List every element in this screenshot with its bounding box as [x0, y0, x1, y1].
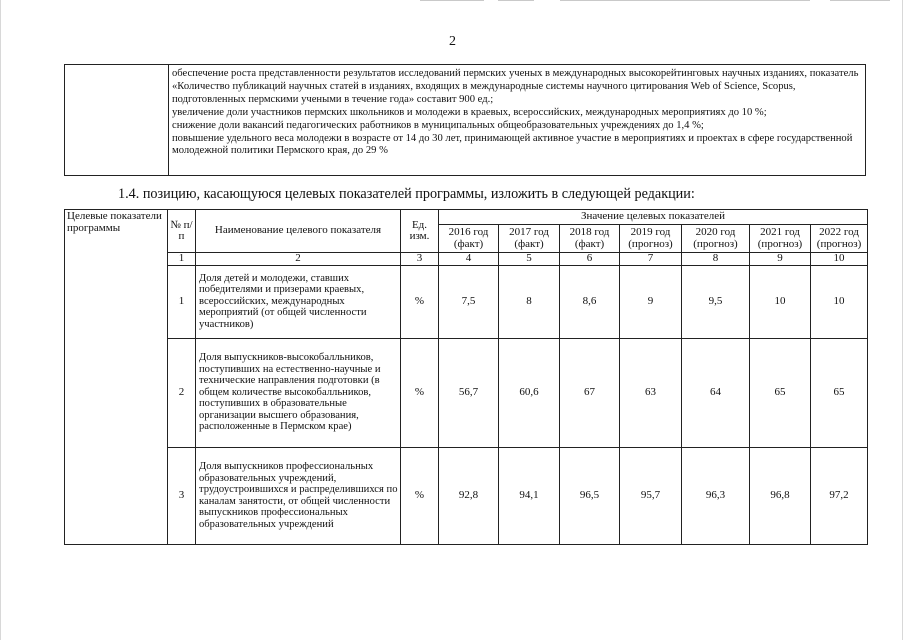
unit: % [401, 265, 439, 338]
paragraph: повышение удельного веса молодежи в возрасте от 14 до 30 лет, принимающей активное участие в мероприятиях и проектах в сфере государственной молодежной политики Пермского края, до 29 % [172, 132, 853, 157]
scan-edge-line [830, 0, 890, 1]
value-cell: 10 [750, 265, 811, 338]
value-cell: 67 [560, 338, 620, 447]
column-number: 1 [168, 253, 196, 266]
value-cell: 8 [499, 265, 560, 338]
scan-left-edge [0, 0, 1, 640]
indicator-name: Доля выпускников-высокобалльников, поступивших на естественно-научные и технические направления подготовки (в общем количестве высокобалльников, поступивших в образовательные организации высшего образования, расположенные в Пермском крае) [196, 338, 401, 447]
value-cell: 65 [811, 338, 868, 447]
value-cell: 8,6 [560, 265, 620, 338]
table-row [65, 338, 868, 447]
target-indicators-table [64, 209, 868, 545]
year-header: 2020 год (прогноз) [682, 225, 750, 253]
year-header: 2016 год (факт) [439, 225, 499, 253]
column-number: 10 [811, 253, 868, 266]
value-cell: 95,7 [620, 447, 682, 544]
indicator-name: Доля выпускников профессиональных образовательных учреждений, трудоустроившихся и распределившихся по каналам занятости, от общей численности выпускников профессиональных образовательных учреждений [196, 447, 401, 544]
scan-edge-line [560, 0, 810, 1]
column-number: 2 [196, 253, 401, 266]
year-header: 2021 год (прогноз) [750, 225, 811, 253]
page-number: 2 [449, 34, 456, 49]
value-cell: 65 [750, 338, 811, 447]
column-number: 7 [620, 253, 682, 266]
unit: % [401, 338, 439, 447]
row-number: 3 [168, 447, 196, 544]
num-header: № п/п [168, 210, 196, 253]
value-cell: 97,2 [811, 447, 868, 544]
indicator-name: Доля детей и молодежи, ставших победителями и призерами краевых, всероссийских, международных мероприятий (от общей численности участников) [196, 265, 401, 338]
value-cell: 9,5 [682, 265, 750, 338]
scan-edge-line [420, 0, 484, 1]
section-heading: 1.4. позицию, касающуюся целевых показателей программы, изложить в следующей редакции: [118, 186, 695, 202]
name-header: Наименование целевого показателя [196, 210, 401, 253]
values-header: Значение целевых показателей [439, 210, 868, 225]
value-cell: 60,6 [499, 338, 560, 447]
scan-edge-line [498, 0, 534, 1]
column-number: 4 [439, 253, 499, 266]
column-divider [168, 65, 169, 175]
continuation-table [64, 64, 866, 176]
year-header: 2022 год (прогноз) [811, 225, 868, 253]
column-number: 9 [750, 253, 811, 266]
table-row [65, 265, 868, 338]
value-cell: 96,5 [560, 447, 620, 544]
paragraph: обеспечение роста представленности результатов исследований пермских ученых в международных высокорейтинговых научных изданиях, показатель «Количество публикаций научных статей в изданиях, входящих в международные системы научного цитирования Web of Science, Scopus, подготовленных пермскими учеными в течение года» составит 900 ед.; [172, 68, 859, 105]
table-row [65, 447, 868, 544]
value-cell: 63 [620, 338, 682, 447]
column-number: 5 [499, 253, 560, 266]
paragraph: снижение доли вакансий педагогических работников в муниципальных общеобразовательных учреждениях до 1,4 %; [172, 119, 704, 131]
value-cell: 10 [811, 265, 868, 338]
unit: % [401, 447, 439, 544]
value-cell: 96,3 [682, 447, 750, 544]
unit-header: Ед. изм. [401, 210, 439, 253]
value-cell: 56,7 [439, 338, 499, 447]
value-cell: 9 [620, 265, 682, 338]
column-number: 8 [682, 253, 750, 266]
scan-right-edge [902, 0, 903, 640]
value-cell: 94,1 [499, 447, 560, 544]
year-header: 2019 год (прогноз) [620, 225, 682, 253]
row-number: 1 [168, 265, 196, 338]
column-number: 6 [560, 253, 620, 266]
goal-label-cell: Целевые показатели программы [65, 210, 168, 545]
value-cell: 96,8 [750, 447, 811, 544]
value-cell: 64 [682, 338, 750, 447]
column-number: 3 [401, 253, 439, 266]
continuation-text [172, 68, 861, 158]
value-cell: 7,5 [439, 265, 499, 338]
year-header: 2017 год (факт) [499, 225, 560, 253]
year-header: 2018 год (факт) [560, 225, 620, 253]
value-cell: 92,8 [439, 447, 499, 544]
paragraph: увеличение доли участников пермских школьников и молодежи в краевых, всероссийских, международных мероприятиях до 10 %; [172, 106, 767, 118]
row-number: 2 [168, 338, 196, 447]
